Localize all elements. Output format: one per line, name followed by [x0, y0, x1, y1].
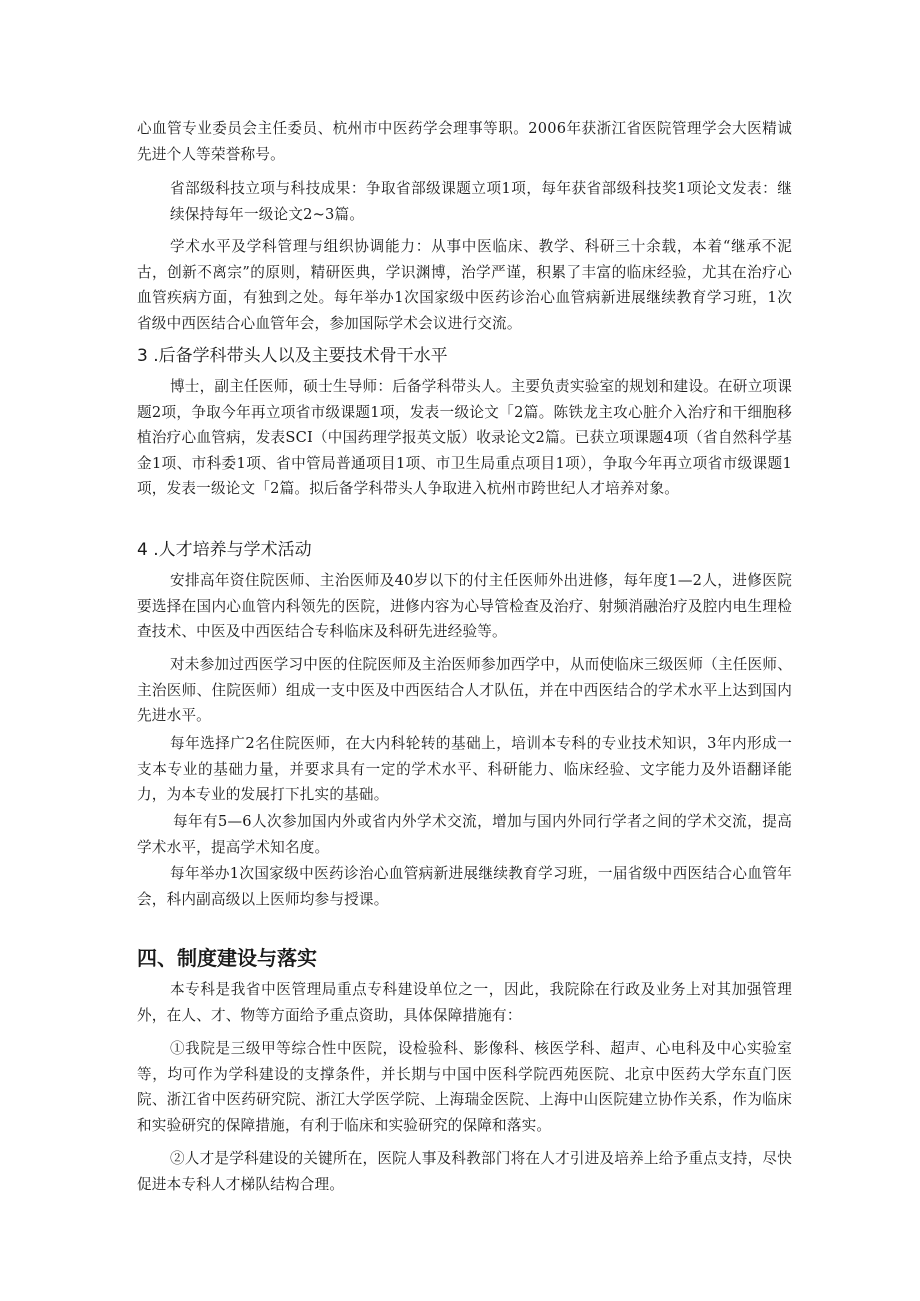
heading-reserve-leader: 3 .后备学科带头人以及主要技术骨干水平 — [137, 346, 448, 366]
paragraph-support-measure-1: ①我院是三级甲等综合性中医院，设检验科、影像科、核医学科、超声、心电科及中心实验室等，均可作为学科建设的支撑条件，并长期与中国中医科学院西苑医院、北京中医药大学东直门医院、浙江省中医药研究院、浙江大学医学院、上海瑞金医院、上海中山医院建立协作关系，作为临床和实验研究的保障措施，有利于临床和实验研究的保障和落实。 — [137, 1040, 792, 1134]
paragraph-honors: 心血管专业委员会主任委员、杭州市中医药学会理事等职。2006年获浙江省医院管理学会大医精诚先进个人等荣誉称号。 — [137, 120, 792, 163]
paragraph-resident-training: 每年选择广2名住院医师，在大内科轮转的基础上，培训本专科的专业技术知识，3年内形成一支本专业的基础力量，并要求具有一定的学术水平、科研能力、临床经验、文字能力及外语翻译能力，为本专业的发展打下扎实的基础。 — [137, 735, 792, 804]
paragraph-reserve-leader: 博士，副主任医师，硕士生导师：后备学科带头人。主要负责实验室的规划和建设。在研立项课题2项，争取今年再立项省市级课题1项，发表一级论文「2篇。陈铁龙主攻心脏介入治疗和干细胞移植治疗心血管病，发表SCI（中国药理学报英文版）收录论文2篇。已获立项课题4项（省自然科学基金1项、市科委1项、省中管局普通项目1项、市卫生局重点项目1项），争取今年再立项省市级课题1项，发表一级论文「2篇。拟后备学科带头人争取进入杭州市跨世纪人才培养对象。 — [137, 378, 792, 498]
heading-talent-training: 4 .人才培养与学术活动 — [137, 540, 312, 560]
paragraph-western-learning: 对未参加过西医学习中医的住院医师及主治医师参加西学中，从而使临床三级医师（主任医师、主治医师、住院医师）组成一支中医及中西医结合人才队伍，并在中西医结合的学术水平上达到国内先进水平。 — [137, 656, 792, 725]
paragraph-research-achievements: 省部级科技立项与科技成果：争取省部级课题立项1项，每年获省部级科技奖1项论文发表：继续保持每年一级论文2~3篇。 — [170, 180, 792, 223]
paragraph-education-courses: 每年举办1次国家级中医药诊治心血管病新进展继续教育学习班，一届省级中西医结合心血管年会，科内副高级以上医师均参与授课。 — [137, 865, 792, 908]
section-title-institution-building: 四、制度建设与落实 — [137, 946, 317, 970]
paragraph-academic-level: 学术水平及学科管理与组织协调能力：从事中医临床、教学、科研三十余载，本着“继承不泥古，创新不离宗”的原则，精研医典，学识渊博，治学严谨，积累了丰富的临床经验，尤其在治疗心血管疾病方面，有独到之处。每年举办1次国家级中医药诊治心血管病新进展继续教育学习班，1次省级中西医结合心血管年会，参加国际学术会议进行交流。 — [137, 238, 792, 332]
paragraph-key-specialty: 本专科是我省中医管理局重点专科建设单位之一，因此，我院除在行政及业务上对其加强管理外，在人、才、物等方面给予重点资助，具体保障措施有： — [137, 981, 792, 1024]
paragraph-support-measure-2: ②人才是学科建设的关键所在，医院人事及科教部门将在人才引进及培养上给予重点支持，尽快促进本专科人才梯队结构合理。 — [137, 1150, 792, 1193]
paragraph-training-advanced-study: 安排高年资住院医师、主治医师及40岁以下的付主任医师外出进修，每年度1—2人，进修医院要选择在国内心血管内科领先的医院，进修内容为心导管检查及治疗、射频消融治疗及腔内电生理检查技术、中医及中西医结合专科临床及科研先进经验等。 — [137, 572, 792, 641]
paragraph-academic-exchange: 每年有5—6人次参加国内外或省内外学术交流，增加与国内外同行学者之间的学术交流，提高学术水平，提高学术知名度。 — [137, 813, 792, 856]
